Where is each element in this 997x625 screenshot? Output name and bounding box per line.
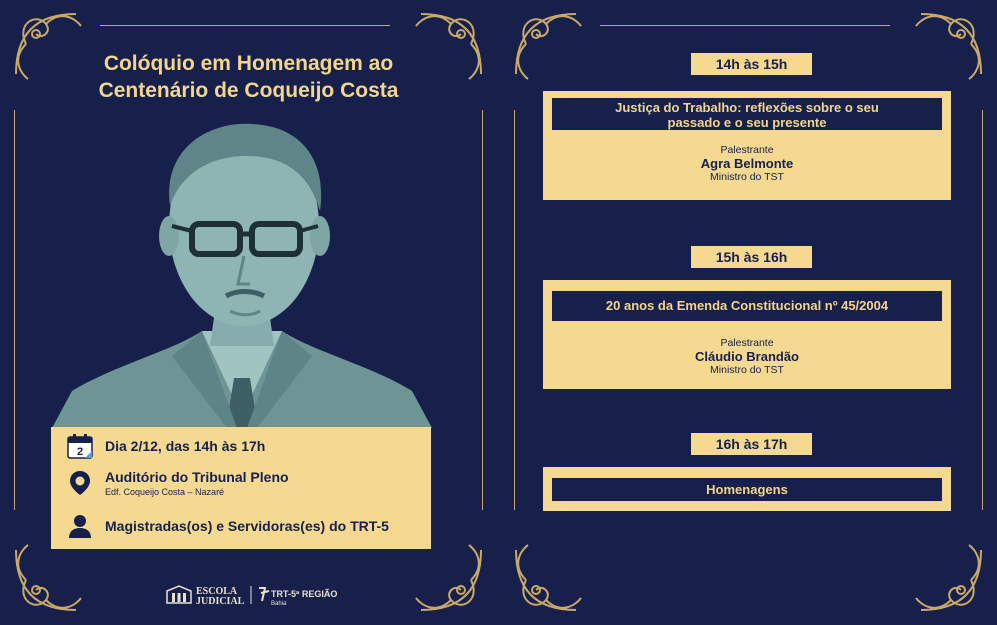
location-row [67,469,421,497]
time-badge-3: 16h às 17h [691,433,812,455]
speaker-role: Palestrante [720,337,774,349]
date-text: Dia 2/12, das 14h às 17h [105,438,266,454]
session-title-2: 20 anos da Emenda Constitucional nº 45/2004 [551,290,943,322]
event-title-line1: Colóquio em Homenagem ao [103,52,394,75]
speaker-position: Ministro do TST [710,171,784,183]
escola-line2: JUDICIAL [196,596,245,607]
left-panel [0,0,497,625]
escola-judicial-logo [165,583,345,607]
session-title-1-line1: Justiça do Trabalho: reflexões sobre o seu [615,100,879,115]
audience-text: Magistradas(os) e Servidoras(es) do TRT-5 [105,518,389,534]
calendar-day: 2 [76,446,84,458]
session-title-1 [551,97,943,131]
session-card-1 [543,91,951,200]
portrait-image [52,116,432,428]
speaker-1 [543,144,951,183]
session-card-3 [543,467,951,511]
speaker-2 [543,337,951,376]
corner-ornament-icon [911,4,991,84]
trt-name: TRT-5ª REGIÃO [271,589,338,599]
escola-line1: ESCOLA [196,586,238,597]
top-divider-right [600,25,890,26]
top-divider-left [100,25,390,26]
corner-ornament-icon [6,540,86,620]
event-title [40,50,457,104]
speaker-name: Agra Belmonte [700,156,794,171]
location-pin-icon [67,470,93,496]
time-badge-2: 15h às 16h [691,246,812,268]
corner-ornament-icon [911,540,991,620]
speaker-role: Palestrante [720,144,774,156]
session-title-3: Homenagens [551,477,943,502]
left-border-line [14,110,15,510]
corner-ornament-icon [411,540,491,620]
event-title-line2: Centenário de Coqueijo Costa [98,79,399,102]
location-sub: Edf. Coqueijo Costa – Nazaré [105,487,225,497]
speaker-name: Cláudio Brandão [694,349,799,364]
footer-logos [165,583,345,607]
location-text [105,469,289,497]
right-border-line [982,110,983,510]
trt-sub: Bahia [271,601,287,607]
event-info-box [51,427,431,549]
person-icon [67,513,93,539]
time-badge-1: 14h às 15h [691,53,812,75]
left-border-line [514,110,515,510]
speaker-position: Ministro do TST [710,364,784,376]
audience-row [67,513,421,539]
session-title-1-line2: passado e o seu presente [667,115,827,130]
session-card-2 [543,280,951,389]
location-main: Auditório do Tribunal Pleno [105,469,289,485]
corner-ornament-icon [506,4,586,84]
corner-ornament-icon [506,540,586,620]
date-row [67,433,421,459]
calendar-icon [67,433,93,459]
right-border-line [482,110,483,510]
